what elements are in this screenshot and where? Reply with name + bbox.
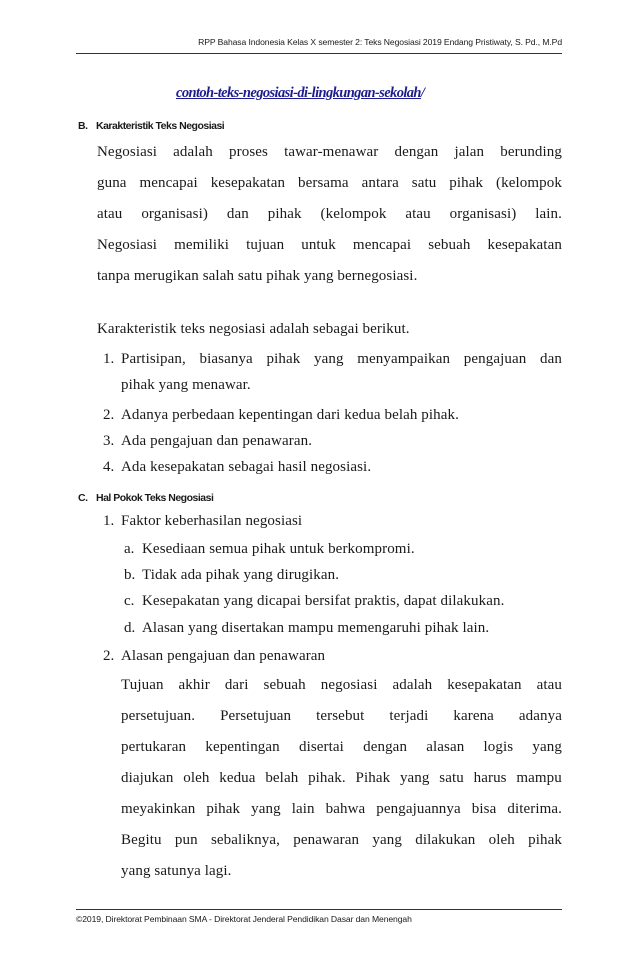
sublist-item: Alasan yang disertakan mampu memengaruhi pihak lain. (142, 620, 490, 636)
page-header: RPP Bahasa Indonesia Kelas X semester 2: Teks Negosiasi 2019 Endang Pristiwaty, S. Pd., M.Pd (198, 37, 562, 47)
paragraph-line: Negosiasi adalah proses tawar-menawar dengan jalan berunding (97, 144, 562, 160)
paragraph-line: guna mencapai kesepakatan bersama antara satu pihak (kelompok (97, 175, 562, 191)
list-number: 2. (103, 648, 115, 664)
section-b-letter: B. (78, 120, 88, 132)
list-item-title: Alasan pengajuan dan penawaran (121, 648, 326, 664)
section-c-letter: C. (78, 492, 88, 504)
list-item: Ada kesepakatan sebagai hasil negosiasi. (121, 459, 372, 475)
article-link-suffix[interactable]: / (420, 85, 425, 101)
list-item-title: Faktor keberhasilan negosiasi (121, 513, 303, 529)
list-item-continued: pihak yang menawar. (121, 377, 251, 393)
footer-divider (76, 909, 562, 910)
list-number: 1. (103, 351, 115, 367)
paragraph-line: atau organisasi) dan pihak (kelompok atau organisasi) lain. (97, 206, 562, 222)
paragraph-line: persetujuan. Persetujuan tersebut terjadi karena adanya (121, 708, 562, 724)
list-item: Ada pengajuan dan penawaran. (121, 433, 313, 449)
sublist-item: Kesediaan semua pihak untuk berkompromi. (142, 541, 415, 557)
paragraph-line: Negosiasi memiliki tujuan untuk mencapai sebuah kesepakatan (97, 237, 562, 253)
paragraph-line: diajukan oleh kedua belah pihak. Pihak yang satu harus mampu (121, 770, 562, 786)
list-item: Adanya perbedaan kepentingan dari kedua belah pihak. (121, 407, 459, 423)
list-number: 2. (103, 407, 115, 423)
article-link[interactable] (176, 85, 424, 102)
sublist-item: Kesepakatan yang dicapai bersifat praktis, dapat dilakukan. (142, 593, 505, 609)
paragraph-line: pertukaran kepentingan disertai dengan alasan logis yang (121, 739, 562, 755)
sublist-letter: d. (124, 620, 136, 636)
paragraph-line: tanpa merugikan salah satu pihak yang bernegosiasi. (97, 268, 418, 284)
paragraph-line: Tujuan akhir dari sebuah negosiasi adalah kesepakatan atau (121, 677, 562, 693)
list-number: 4. (103, 459, 115, 475)
section-b-title: Karakteristik Teks Negosiasi (96, 120, 225, 132)
sublist-item: Tidak ada pihak yang dirugikan. (142, 567, 340, 583)
sublist-letter: c. (124, 593, 135, 609)
list-number: 3. (103, 433, 115, 449)
page-footer: ©2019, Direktorat Pembinaan SMA - Direktorat Jenderal Pendidikan Dasar dan Menengah (76, 914, 412, 924)
section-c-title: Hal Pokok Teks Negosiasi (96, 492, 214, 504)
header-divider (76, 53, 562, 54)
paragraph-line: Begitu pun sebaliknya, penawaran yang dilakukan oleh pihak (121, 832, 562, 848)
sublist-letter: a. (124, 541, 135, 557)
paragraph-line: meyakinkan pihak yang lain bahwa pengajuannya bisa diterima. (121, 801, 562, 817)
section-c-heading (78, 492, 213, 504)
sublist-letter: b. (124, 567, 136, 583)
list-item: Partisipan, biasanya pihak yang menyampaikan pengajuan dan (121, 351, 562, 367)
list-number: 1. (103, 513, 115, 529)
characteristics-intro: Karakteristik teks negosiasi adalah sebagai berikut. (97, 321, 410, 337)
article-link-text[interactable]: contoh-teks-negosiasi-di-lingkungan-sekolah (176, 85, 421, 101)
section-b-heading (78, 120, 224, 132)
paragraph-line: yang satunya lagi. (121, 863, 232, 879)
